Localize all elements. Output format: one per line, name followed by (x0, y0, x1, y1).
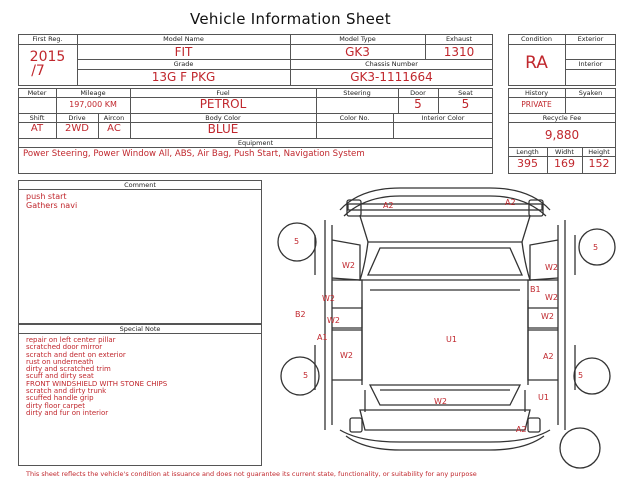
height-label: Height (588, 148, 610, 156)
special-note-line: FRONT WINDSHIELD WITH STONE CHIPS (26, 379, 168, 388)
length-value: 395 (517, 157, 538, 170)
damage-right-front-door: W2 (545, 293, 558, 302)
history-value: PRIVATE (521, 100, 552, 109)
damage-left-front-fender: W2 (342, 261, 355, 270)
steering-label: Steering (343, 89, 371, 97)
comment-label: Comment (124, 181, 156, 189)
seat-value: 5 (461, 97, 470, 111)
special-note-line: scuffed handle grip (26, 394, 94, 403)
damage-left-rear-fender: W2 (340, 351, 353, 360)
damage-right-rear-door: W2 (541, 312, 554, 321)
door-value: 5 (414, 97, 422, 111)
special-note-line: dirty floor carpet (26, 401, 85, 410)
first-reg-label: First Reg. (32, 35, 63, 43)
drive-value: 2WD (65, 123, 89, 134)
length-label: Length (516, 148, 539, 156)
interior-label: Interior (578, 60, 603, 68)
first-reg-month: /7 (31, 63, 45, 79)
syaken-label: Syaken (578, 89, 603, 97)
width-label: Widht (555, 148, 574, 156)
special-note-line: scratched door mirror (26, 343, 103, 352)
recycle-fee-value: 9,880 (544, 128, 580, 142)
fuel-label: Fuel (216, 89, 230, 97)
width-value: 169 (554, 157, 575, 170)
damage-right-pillar: B1 (530, 285, 541, 294)
comment-lines (26, 193, 77, 210)
special-note-line: dirty and scratched trim (26, 365, 111, 374)
condition-label: Condition (520, 35, 553, 43)
fuel-value: PETROL (199, 97, 247, 111)
first-reg-year: 2015 (29, 49, 66, 65)
mileage-label: Mileage (80, 89, 106, 97)
exhaust-label: Exhaust (445, 35, 473, 43)
special-note-line: scuff and dirty seat (26, 372, 94, 381)
damage-tailgate: W2 (434, 397, 447, 406)
mileage-value: 197,000 KM (69, 100, 117, 109)
model-name-label: Model Name (163, 35, 204, 43)
chassis-label: Chassis Number (365, 60, 418, 68)
spare-tire-icon (560, 428, 600, 468)
special-note-line: repair on left center pillar (26, 336, 116, 344)
special-note-lines (26, 337, 167, 417)
color-no-label: Color No. (339, 114, 370, 122)
history-label: History (524, 89, 549, 97)
car-damage-diagram (270, 180, 620, 470)
comment-line: push start (26, 192, 67, 201)
chassis-value: GK3-1111664 (350, 70, 433, 84)
rear-left-tire-icon (281, 357, 319, 395)
aircon-value: AC (107, 123, 121, 134)
equipment-value: Power Steering, Power Window All, ABS, Air Bag, Push Start, Navigation System (23, 149, 365, 159)
door-label: Door (410, 89, 426, 97)
damage-rear-right-tire: 5 (578, 371, 584, 380)
damage-front-right-tire: 5 (593, 243, 599, 252)
aircon-label: Aircon (103, 114, 125, 122)
height-value: 152 (588, 157, 610, 170)
model-name-value: FIT (174, 45, 193, 59)
special-note-line: scratch and dirty trunk (26, 387, 107, 396)
grade-label: Grade (173, 60, 194, 68)
damage-right-front-fender: W2 (545, 263, 558, 272)
exhaust-value: 1310 (443, 45, 475, 59)
page-title: Vehicle Information Sheet (190, 10, 391, 28)
damage-front-bumper-right: A2 (505, 198, 516, 207)
damage-left-pillar: B2 (295, 310, 306, 319)
special-note-label: Special Note (119, 325, 161, 333)
body-color-value: BLUE (207, 122, 239, 136)
body-color-label: Body Color (205, 114, 241, 122)
model-type-value: GK3 (345, 45, 370, 59)
damage-rear-left-tire: 5 (303, 371, 309, 380)
special-note-line: rust on underneath (26, 357, 94, 366)
damage-right-sill: A2 (543, 352, 554, 361)
grade-value: 13G F PKG (151, 70, 216, 84)
damage-left-front-door: W2 (322, 294, 335, 303)
equipment-label: Equipment (237, 139, 274, 147)
interior-color-label: Interior Color (421, 114, 465, 122)
damage-left-sill: A1 (317, 333, 328, 342)
seat-label: Seat (458, 89, 473, 97)
damage-front-left-tire: 5 (294, 237, 300, 246)
shift-label: Shift (29, 114, 45, 122)
damage-left-rear-door: W2 (327, 316, 340, 325)
drive-label: Drive (68, 114, 86, 122)
model-type-label: Model Type (339, 35, 376, 43)
recycle-fee-label: Recycle Fee (542, 114, 582, 122)
condition-value: RA (525, 53, 548, 73)
damage-rear-bumper-right: U1 (538, 393, 549, 402)
shift-value: AT (30, 123, 44, 134)
special-note-line: dirty and fur on interior (26, 408, 109, 417)
special-note-line: scratch and dent on exterior (26, 350, 126, 359)
meter-label: Meter (27, 89, 47, 97)
disclaimer: This sheet reflects the vehicle's condition at issuance and does not guarantee its current state, functionality, or suitability for any purpose (26, 470, 477, 478)
damage-front-bumper-left: A2 (383, 201, 394, 210)
damage-roof: U1 (446, 335, 457, 344)
comment-line: Gathers navi (26, 200, 78, 210)
exterior-label: Exterior (577, 35, 604, 43)
damage-rear-bumper: A2 (516, 425, 527, 434)
